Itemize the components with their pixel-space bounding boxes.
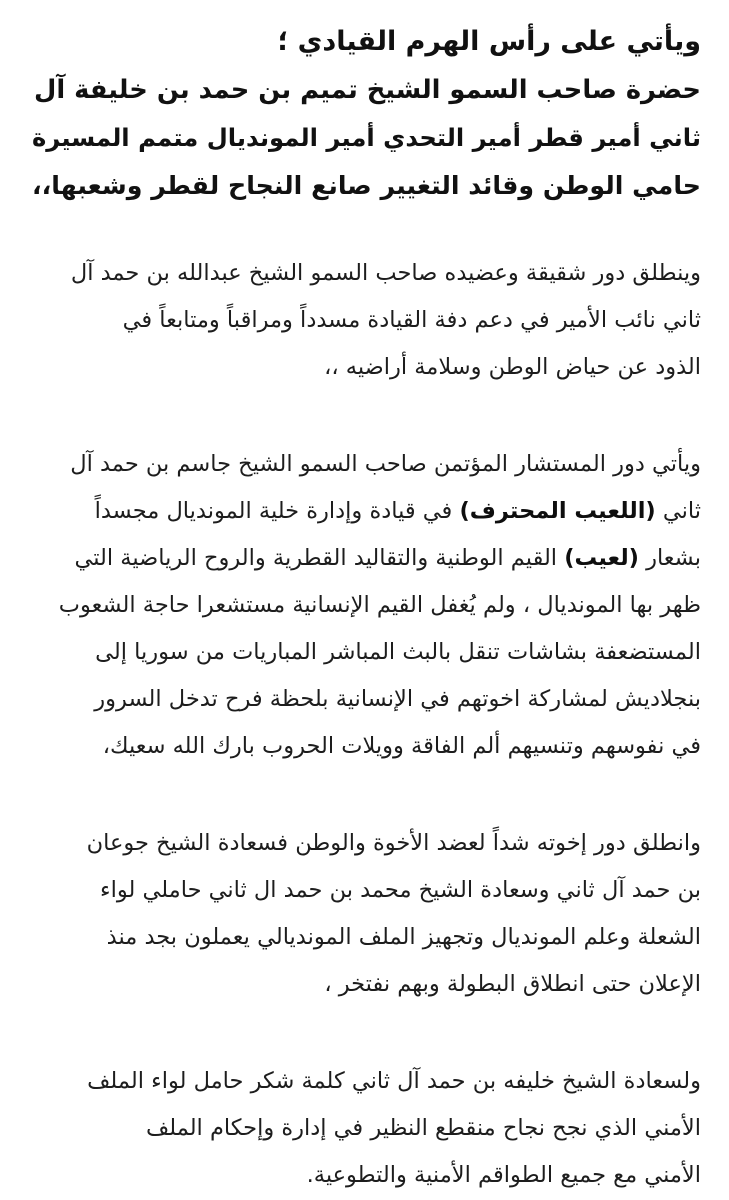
paragraph-line: الأمني الذي نجح نجاح منقطع النظير في إدارة وإحكام الملف — [145, 1115, 701, 1141]
bold-phrase: (لعيب) — [564, 545, 639, 571]
paragraph-line: المستضعفة بشاشات تنقل بالبث المباشر المباريات من سوريا إلى — [95, 639, 701, 665]
heading-block — [30, 18, 701, 210]
paragraph-brothers — [30, 820, 701, 1008]
text-run: في قيادة وإدارة خلية المونديال مجسداً — [94, 498, 460, 524]
paragraph-security — [30, 1058, 701, 1199]
text-run: ثاني — [655, 498, 701, 524]
paragraph-line: وينطلق دور شقيقة وعضيده صاحب السمو الشيخ عبدالله بن حمد آل — [70, 260, 701, 286]
paragraph-line: في نفوسهم وتنسيهم ألم الفاقة وويلات الحروب بارك الله سعيك، — [102, 733, 701, 759]
text-run: بشعار — [638, 545, 701, 571]
paragraph-line: الإعلان حتى انطلاق البطولة وبهم نفتخر ، — [324, 971, 701, 997]
paragraph-line: الأمني مع جميع الطواقم الأمنية والتطوعية. — [306, 1162, 701, 1188]
paragraph-line: وانطلق دور إخوته شداً لعضد الأخوة والوطن فسعادة الشيخ جوعان — [86, 830, 701, 856]
paragraph-line: الشعلة وعلم المونديال وتجهيز الملف المونديالي يعملون بجد منذ — [106, 924, 701, 950]
paragraph-line: الذود عن حياض الوطن وسلامة أراضيه ،، — [324, 354, 701, 380]
heading-line: حضرة صاحب السمو الشيخ تميم بن حمد بن خليفة آل — [34, 75, 701, 105]
text-run: القيم الوطنية والتقاليد القطرية والروح الرياضية التي — [74, 545, 565, 571]
paragraph-line: ولسعادة الشيخ خليفه بن حمد آل ثاني كلمة شكر حامل لواء الملف — [87, 1068, 701, 1094]
paragraph-line: ويأتي دور المستشار المؤتمن صاحب السمو الشيخ جاسم بن حمد آل — [70, 451, 701, 477]
paragraph-line — [30, 488, 701, 535]
paragraph-line: ثاني نائب الأمير في دعم دفة القيادة مسدداً ومراقباً ومتابعاً في — [122, 307, 701, 333]
paragraph-deputy-emir — [30, 250, 701, 391]
paragraph-line — [30, 535, 701, 582]
heading-line: ثاني أمير قطر أمير التحدي أمير المونديال متمم المسيرة — [31, 123, 701, 152]
bold-phrase: (اللعيب المحترف) — [459, 498, 656, 524]
paragraph-line: بن حمد آل ثاني وسعادة الشيخ محمد بن حمد ال ثاني حاملي لواء — [100, 877, 701, 903]
paragraph-advisor — [30, 441, 701, 770]
heading-line: ويأتي على رأس الهرم القيادي ؛ — [277, 26, 701, 57]
paragraph-line: ظهر بها المونديال ، ولم يُغفل القيم الإنسانية مستشعرا حاجة الشعوب — [58, 592, 701, 618]
heading-line: حامي الوطن وقائد التغيير صانع النجاح لقطر وشعبها،، — [32, 171, 701, 200]
paragraph-line: بنجلاديش لمشاركة اخوتهم في الإنسانية بلحظة فرح تدخل السرور — [94, 686, 701, 712]
